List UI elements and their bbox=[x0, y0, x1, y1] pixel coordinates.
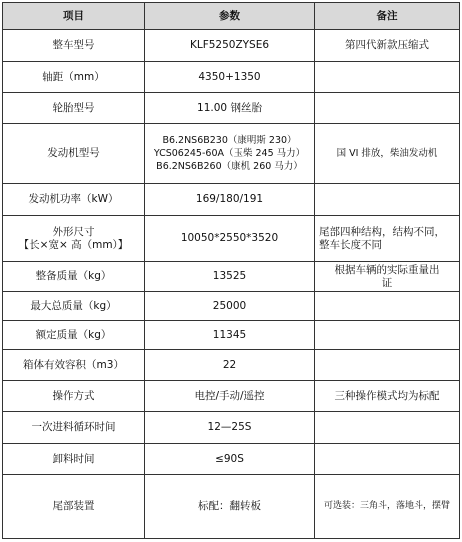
row-value: 电控/手动/遥控 bbox=[145, 381, 315, 412]
row-note: 尾部四种结构，结构不同，整车长度不同 bbox=[315, 216, 460, 262]
row-item: 操作方式 bbox=[3, 381, 145, 412]
row-note: 根据车辆的实际重量出证 bbox=[315, 262, 460, 292]
row-value: 11.00 钢丝胎 bbox=[145, 93, 315, 124]
spec-table bbox=[2, 2, 460, 539]
row-value: 12—25S bbox=[145, 412, 315, 444]
row-note bbox=[315, 292, 460, 321]
table-row bbox=[3, 184, 460, 216]
row-value: 标配：翻转板 bbox=[145, 475, 315, 539]
row-item: 发动机型号 bbox=[3, 124, 145, 184]
engine-line: B6.2NS6B260（康机 260 马力） bbox=[156, 161, 303, 172]
row-item bbox=[3, 216, 145, 262]
header-note: 备注 bbox=[315, 3, 460, 30]
row-value: 169/180/191 bbox=[145, 184, 315, 216]
row-item: 箱体有效容积（m3） bbox=[3, 350, 145, 381]
table-row bbox=[3, 444, 460, 475]
row-item: 一次进料循环时间 bbox=[3, 412, 145, 444]
table-row bbox=[3, 62, 460, 93]
table-row bbox=[3, 412, 460, 444]
table-row bbox=[3, 475, 460, 539]
row-note: 三种操作模式均为标配 bbox=[315, 381, 460, 412]
row-item: 轴距（mm） bbox=[3, 62, 145, 93]
table-row bbox=[3, 321, 460, 350]
row-item: 尾部装置 bbox=[3, 475, 145, 539]
row-value: ≤90S bbox=[145, 444, 315, 475]
engine-line: B6.2NS6B230（康明斯 230） bbox=[162, 135, 297, 146]
row-item: 卸料时间 bbox=[3, 444, 145, 475]
row-value: 10050*2550*3520 bbox=[145, 216, 315, 262]
row-note: 可选装：三角斗，落地斗，摆臂 bbox=[315, 475, 460, 539]
header-value: 参数 bbox=[145, 3, 315, 30]
row-note: 第四代新款压缩式 bbox=[315, 30, 460, 62]
row-note bbox=[315, 412, 460, 444]
row-note bbox=[315, 93, 460, 124]
table-row bbox=[3, 262, 460, 292]
table-row bbox=[3, 216, 460, 262]
table-row bbox=[3, 292, 460, 321]
row-note bbox=[315, 444, 460, 475]
row-value: 13525 bbox=[145, 262, 315, 292]
dimension-label: 外形尺寸 bbox=[52, 225, 95, 238]
table-row bbox=[3, 381, 460, 412]
row-item: 额定质量（kg） bbox=[3, 321, 145, 350]
row-item: 整备质量（kg） bbox=[3, 262, 145, 292]
header-item: 项目 bbox=[3, 3, 145, 30]
table-row bbox=[3, 124, 460, 184]
row-item: 轮胎型号 bbox=[3, 93, 145, 124]
row-value: 11345 bbox=[145, 321, 315, 350]
row-note: 国 VI 排放，柴油发动机 bbox=[315, 124, 460, 184]
table-header-row bbox=[3, 3, 460, 30]
row-item: 整车型号 bbox=[3, 30, 145, 62]
engine-line: YCS06245-60A（玉柴 245 马力） bbox=[153, 148, 306, 159]
row-value: 25000 bbox=[145, 292, 315, 321]
row-note bbox=[315, 321, 460, 350]
table-row bbox=[3, 350, 460, 381]
row-value: 22 bbox=[145, 350, 315, 381]
row-note bbox=[315, 62, 460, 93]
row-note bbox=[315, 184, 460, 216]
row-item: 最大总质量（kg） bbox=[3, 292, 145, 321]
row-note bbox=[315, 350, 460, 381]
row-value bbox=[145, 124, 315, 184]
table-row bbox=[3, 93, 460, 124]
row-value: KLF5250ZYSE6 bbox=[145, 30, 315, 62]
row-item: 发动机功率（kW） bbox=[3, 184, 145, 216]
table-row bbox=[3, 30, 460, 62]
row-value: 4350+1350 bbox=[145, 62, 315, 93]
dimension-unit-label: 【长×宽× 高（mm）】 bbox=[18, 238, 129, 251]
